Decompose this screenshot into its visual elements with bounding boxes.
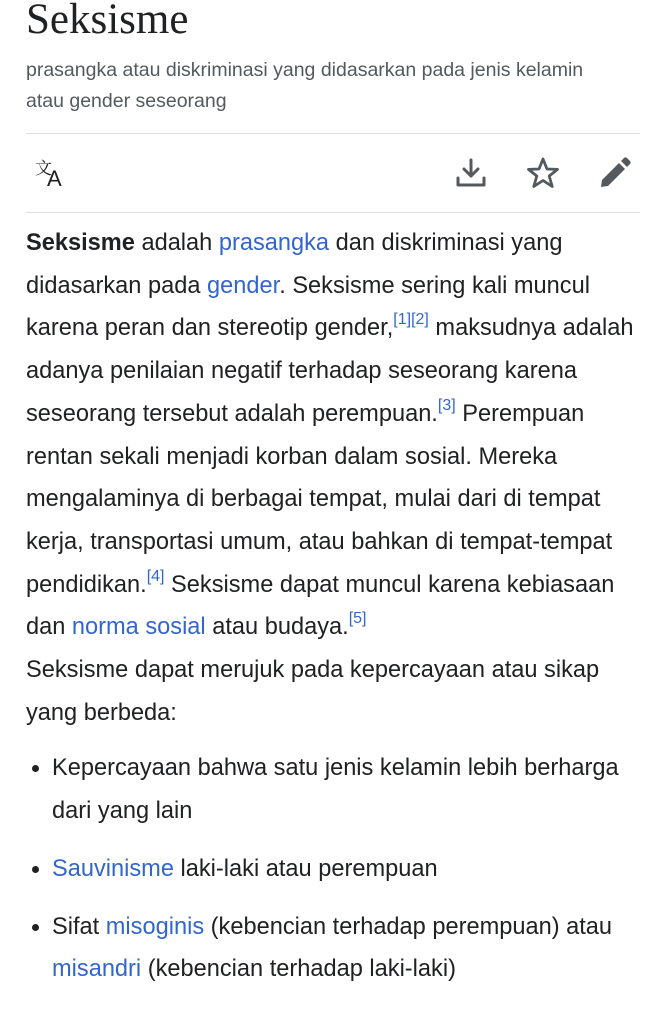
beliefs-list	[26, 747, 640, 991]
star-icon[interactable]	[526, 156, 560, 190]
svg-text:A: A	[47, 166, 62, 190]
link-misandri[interactable]: misandri	[52, 956, 142, 983]
page-description: prasangka atau diskriminasi yang didasarkan pada jenis kelamin atau gender seseorang	[26, 59, 584, 112]
list-item: Sifat misoginis (kebencian terhadap perempuan) atau misandri (kebencian terhadap laki-laki)	[26, 906, 640, 991]
second-paragraph: Seksisme dapat merujuk pada kepercayaan atau sikap yang berbeda:	[26, 657, 600, 726]
intro-paragraph: Seksisme adalah prasangka dan diskriminasi yang didasarkan pada gender. Seksisme sering kali muncul karena peran dan stereotip gender,[1][2] maksudnya adalah adanya penilaian negatif terhadap seseorang karena seseorang tersebut adalah perempuan.[3] Perempuan rentan sekali menjadi korban dalam sosial. Mereka mengalaminya di berbagai tempat, mulai dari di tempat kerja, transportasi umum, atau bahkan di tempat-tempat pendidikan.[4] Seksisme dapat muncul karena kebiasaan dan norma sosial atau budaya.[5]	[26, 230, 634, 641]
svg-text:文: 文	[35, 159, 52, 179]
ref-1[interactable]: [1]	[393, 311, 412, 329]
link-sauvinisme[interactable]: Sauvinisme	[52, 855, 174, 882]
link-gender[interactable]: gender	[207, 272, 280, 299]
pencil-icon[interactable]	[598, 156, 632, 190]
ref-3[interactable]: [3]	[437, 396, 456, 414]
article-content	[26, 222, 640, 1006]
download-icon[interactable]	[454, 156, 488, 190]
link-norma-sosial[interactable]: norma sosial	[71, 614, 206, 641]
list-item: Kepercayaan bahwa satu jenis kelamin lebih berharga dari yang lain	[26, 747, 640, 832]
ref-5[interactable]: [5]	[348, 610, 367, 628]
link-misoginis[interactable]: misoginis	[105, 913, 205, 940]
ref-2[interactable]: [2]	[411, 311, 429, 329]
bold-term: Seksisme	[26, 230, 135, 256]
link-prasangka[interactable]: prasangka	[218, 230, 330, 256]
page-title: Seksisme	[26, 0, 189, 43]
list-item: Sauvinisme laki-laki atau perempuan	[26, 848, 640, 891]
article-page	[26, 0, 640, 983]
language-icon[interactable]	[34, 156, 68, 190]
ref-4[interactable]: [4]	[146, 567, 165, 585]
page-actions-toolbar	[26, 133, 640, 213]
